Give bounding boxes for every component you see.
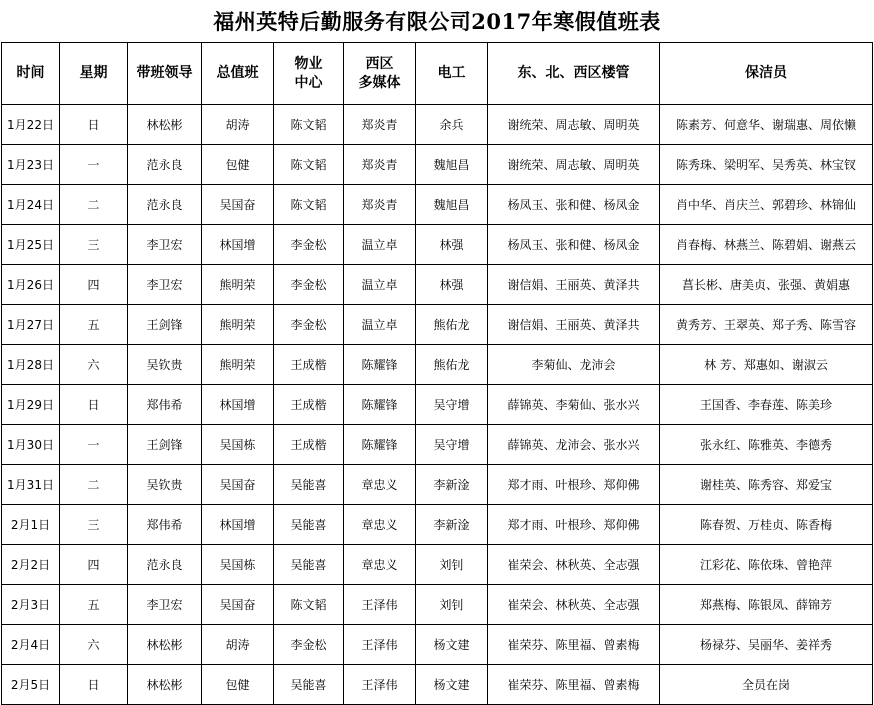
cell-building-managers: 郑才雨、叶根珍、郑仰佛 — [488, 505, 660, 545]
col-header-chief-duty: 总值班 — [202, 43, 274, 105]
cell-date: 1月24日 — [2, 185, 60, 225]
cell-date: 1月25日 — [2, 225, 60, 265]
table-row — [2, 385, 873, 425]
cell-weekday: 六 — [60, 345, 128, 385]
cell-building-managers: 谢统荣、周志敏、周明英 — [488, 105, 660, 145]
cell-weekday: 五 — [60, 305, 128, 345]
cell-west-multimedia: 温立卓 — [344, 225, 416, 265]
table-row — [2, 425, 873, 465]
cell-date: 2月5日 — [2, 665, 60, 705]
cell-building-managers: 郑才雨、叶根珍、郑仰佛 — [488, 465, 660, 505]
cell-property-center: 李金松 — [274, 265, 344, 305]
roster-body — [2, 105, 873, 705]
cell-west-multimedia: 郑炎青 — [344, 105, 416, 145]
cell-cleaners: 菖长彬、唐美贞、张强、黄娟惠 — [660, 265, 873, 305]
cell-electrician: 李新淦 — [416, 505, 488, 545]
cell-building-managers: 崔荣芬、陈里福、曾素梅 — [488, 625, 660, 665]
cell-cleaners: 肖中华、肖庆兰、郭碧珍、林锦仙 — [660, 185, 873, 225]
cell-chief-duty: 胡涛 — [202, 105, 274, 145]
col-header-property-center: 物业 中心 — [274, 43, 344, 105]
cell-weekday: 二 — [60, 465, 128, 505]
cell-date: 1月27日 — [2, 305, 60, 345]
cell-weekday: 四 — [60, 265, 128, 305]
cell-weekday: 四 — [60, 545, 128, 585]
cell-date: 2月4日 — [2, 625, 60, 665]
cell-cleaners: 林 芳、郑惠如、谢淑云 — [660, 345, 873, 385]
header-row — [2, 43, 873, 105]
cell-electrician: 林强 — [416, 225, 488, 265]
cell-west-multimedia: 王泽伟 — [344, 625, 416, 665]
cell-cleaners: 谢桂英、陈秀容、郑爱宝 — [660, 465, 873, 505]
cell-date: 1月23日 — [2, 145, 60, 185]
table-row — [2, 465, 873, 505]
cell-west-multimedia: 陈耀锋 — [344, 345, 416, 385]
cell-leader: 范永良 — [128, 145, 202, 185]
table-row — [2, 305, 873, 345]
cell-chief-duty: 熊明荣 — [202, 265, 274, 305]
cell-cleaners: 全员在岗 — [660, 665, 873, 705]
cell-property-center: 李金松 — [274, 305, 344, 345]
cell-cleaners: 张永红、陈雅英、李德秀 — [660, 425, 873, 465]
col-header-cleaners: 保洁员 — [660, 43, 873, 105]
cell-leader: 郑伟希 — [128, 505, 202, 545]
cell-leader: 郑伟希 — [128, 385, 202, 425]
cell-electrician: 吴守增 — [416, 425, 488, 465]
cell-electrician: 杨文建 — [416, 625, 488, 665]
cell-date: 2月1日 — [2, 505, 60, 545]
cell-weekday: 日 — [60, 665, 128, 705]
cell-cleaners: 陈春贺、万桂贞、陈香梅 — [660, 505, 873, 545]
cell-west-multimedia: 章忠义 — [344, 465, 416, 505]
cell-leader: 林松彬 — [128, 665, 202, 705]
cell-cleaners: 肖春梅、林燕兰、陈碧娟、谢燕云 — [660, 225, 873, 265]
cell-electrician: 魏旭昌 — [416, 185, 488, 225]
cell-leader: 吴钦贵 — [128, 345, 202, 385]
cell-cleaners: 杨禄芬、吴丽华、姜祥秀 — [660, 625, 873, 665]
cell-leader: 王剑锋 — [128, 425, 202, 465]
cell-chief-duty: 包健 — [202, 665, 274, 705]
table-row — [2, 345, 873, 385]
cell-west-multimedia: 郑炎青 — [344, 145, 416, 185]
cell-cleaners: 王国香、李春莲、陈美珍 — [660, 385, 873, 425]
cell-chief-duty: 林国增 — [202, 505, 274, 545]
cell-leader: 林松彬 — [128, 625, 202, 665]
cell-cleaners: 陈素芳、何意华、谢瑞惠、周依懒 — [660, 105, 873, 145]
table-row — [2, 145, 873, 185]
cell-leader: 林松彬 — [128, 105, 202, 145]
sheet-title: 福州英特后勤服务有限公司2017年寒假值班表 — [213, 9, 661, 34]
cell-property-center: 李金松 — [274, 625, 344, 665]
cell-date: 1月29日 — [2, 385, 60, 425]
cell-weekday: 五 — [60, 585, 128, 625]
cell-property-center: 陈文韬 — [274, 585, 344, 625]
cell-leader: 王剑锋 — [128, 305, 202, 345]
cell-electrician: 熊佑龙 — [416, 305, 488, 345]
table-row — [2, 585, 873, 625]
cell-cleaners: 江彩花、陈依珠、曾艳萍 — [660, 545, 873, 585]
table-row — [2, 225, 873, 265]
cell-cleaners: 陈秀珠、梁明军、吴秀英、林宝钗 — [660, 145, 873, 185]
cell-electrician: 熊佑龙 — [416, 345, 488, 385]
duty-table — [1, 42, 873, 705]
col-header-leader: 带班领导 — [128, 43, 202, 105]
cell-property-center: 王成楷 — [274, 345, 344, 385]
table-row — [2, 545, 873, 585]
cell-date: 1月28日 — [2, 345, 60, 385]
cell-chief-duty: 包健 — [202, 145, 274, 185]
cell-west-multimedia: 温立卓 — [344, 305, 416, 345]
cell-building-managers: 李菊仙、龙沛会 — [488, 345, 660, 385]
cell-leader: 李卫宏 — [128, 225, 202, 265]
cell-building-managers: 薛锦英、龙沛会、张水兴 — [488, 425, 660, 465]
cell-electrician: 林强 — [416, 265, 488, 305]
cell-electrician: 李新淦 — [416, 465, 488, 505]
cell-chief-duty: 林国增 — [202, 225, 274, 265]
cell-weekday: 日 — [60, 385, 128, 425]
cell-property-center: 李金松 — [274, 225, 344, 265]
cell-electrician: 杨文建 — [416, 665, 488, 705]
cell-leader: 李卫宏 — [128, 265, 202, 305]
cell-west-multimedia: 陈耀锋 — [344, 425, 416, 465]
cell-weekday: 六 — [60, 625, 128, 665]
cell-property-center: 王成楷 — [274, 385, 344, 425]
cell-property-center: 吴能喜 — [274, 505, 344, 545]
col-header-electrician: 电工 — [416, 43, 488, 105]
cell-chief-duty: 熊明荣 — [202, 345, 274, 385]
cell-property-center: 陈文韬 — [274, 185, 344, 225]
table-row — [2, 665, 873, 705]
cell-weekday: 二 — [60, 185, 128, 225]
cell-cleaners: 郑燕梅、陈银凤、薛锦芳 — [660, 585, 873, 625]
cell-cleaners: 黄秀芳、王翠英、郑子秀、陈雪容 — [660, 305, 873, 345]
cell-chief-duty: 吴国栋 — [202, 425, 274, 465]
cell-building-managers: 谢统荣、周志敏、周明英 — [488, 145, 660, 185]
cell-electrician: 魏旭昌 — [416, 145, 488, 185]
cell-date: 1月31日 — [2, 465, 60, 505]
cell-building-managers: 崔荣会、林秋英、全志强 — [488, 585, 660, 625]
cell-property-center: 王成楷 — [274, 425, 344, 465]
cell-building-managers: 薛锦英、李菊仙、张水兴 — [488, 385, 660, 425]
cell-electrician: 余兵 — [416, 105, 488, 145]
cell-date: 1月26日 — [2, 265, 60, 305]
cell-building-managers: 杨凤玉、张和健、杨凤金 — [488, 185, 660, 225]
cell-property-center: 吴能喜 — [274, 465, 344, 505]
cell-building-managers: 崔荣会、林秋英、全志强 — [488, 545, 660, 585]
cell-chief-duty: 吴国奋 — [202, 465, 274, 505]
table-row — [2, 505, 873, 545]
cell-west-multimedia: 章忠义 — [344, 545, 416, 585]
cell-west-multimedia: 郑炎青 — [344, 185, 416, 225]
cell-date: 2月3日 — [2, 585, 60, 625]
cell-weekday: 三 — [60, 505, 128, 545]
cell-leader: 李卫宏 — [128, 585, 202, 625]
cell-property-center: 吴能喜 — [274, 665, 344, 705]
col-header-weekday: 星期 — [60, 43, 128, 105]
cell-property-center: 陈文韬 — [274, 145, 344, 185]
cell-weekday: 一 — [60, 425, 128, 465]
cell-date: 1月30日 — [2, 425, 60, 465]
cell-chief-duty: 吴国栋 — [202, 545, 274, 585]
col-header-building-managers: 东、北、西区楼管 — [488, 43, 660, 105]
cell-chief-duty: 吴国奋 — [202, 585, 274, 625]
cell-chief-duty: 熊明荣 — [202, 305, 274, 345]
cell-weekday: 日 — [60, 105, 128, 145]
cell-building-managers: 杨凤玉、张和健、杨凤金 — [488, 225, 660, 265]
cell-building-managers: 崔荣芬、陈里福、曾素梅 — [488, 665, 660, 705]
table-row — [2, 105, 873, 145]
cell-west-multimedia: 王泽伟 — [344, 585, 416, 625]
cell-west-multimedia: 陈耀锋 — [344, 385, 416, 425]
cell-chief-duty: 胡涛 — [202, 625, 274, 665]
col-header-west-multimedia: 西区 多媒体 — [344, 43, 416, 105]
cell-weekday: 三 — [60, 225, 128, 265]
cell-date: 2月2日 — [2, 545, 60, 585]
cell-chief-duty: 林国增 — [202, 385, 274, 425]
cell-property-center: 陈文韬 — [274, 105, 344, 145]
cell-west-multimedia: 章忠义 — [344, 505, 416, 545]
cell-electrician: 刘钊 — [416, 585, 488, 625]
table-row — [2, 265, 873, 305]
cell-chief-duty: 吴国奋 — [202, 185, 274, 225]
cell-west-multimedia: 王泽伟 — [344, 665, 416, 705]
cell-leader: 范永良 — [128, 185, 202, 225]
cell-electrician: 刘钊 — [416, 545, 488, 585]
cell-leader: 范永良 — [128, 545, 202, 585]
cell-west-multimedia: 温立卓 — [344, 265, 416, 305]
cell-date: 1月22日 — [2, 105, 60, 145]
cell-leader: 吴钦贵 — [128, 465, 202, 505]
table-row — [2, 625, 873, 665]
col-header-date: 时间 — [2, 43, 60, 105]
cell-building-managers: 谢信娟、王丽英、黄泽共 — [488, 265, 660, 305]
table-row — [2, 185, 873, 225]
cell-building-managers: 谢信娟、王丽英、黄泽共 — [488, 305, 660, 345]
cell-weekday: 一 — [60, 145, 128, 185]
cell-property-center: 吴能喜 — [274, 545, 344, 585]
cell-electrician: 吴守增 — [416, 385, 488, 425]
